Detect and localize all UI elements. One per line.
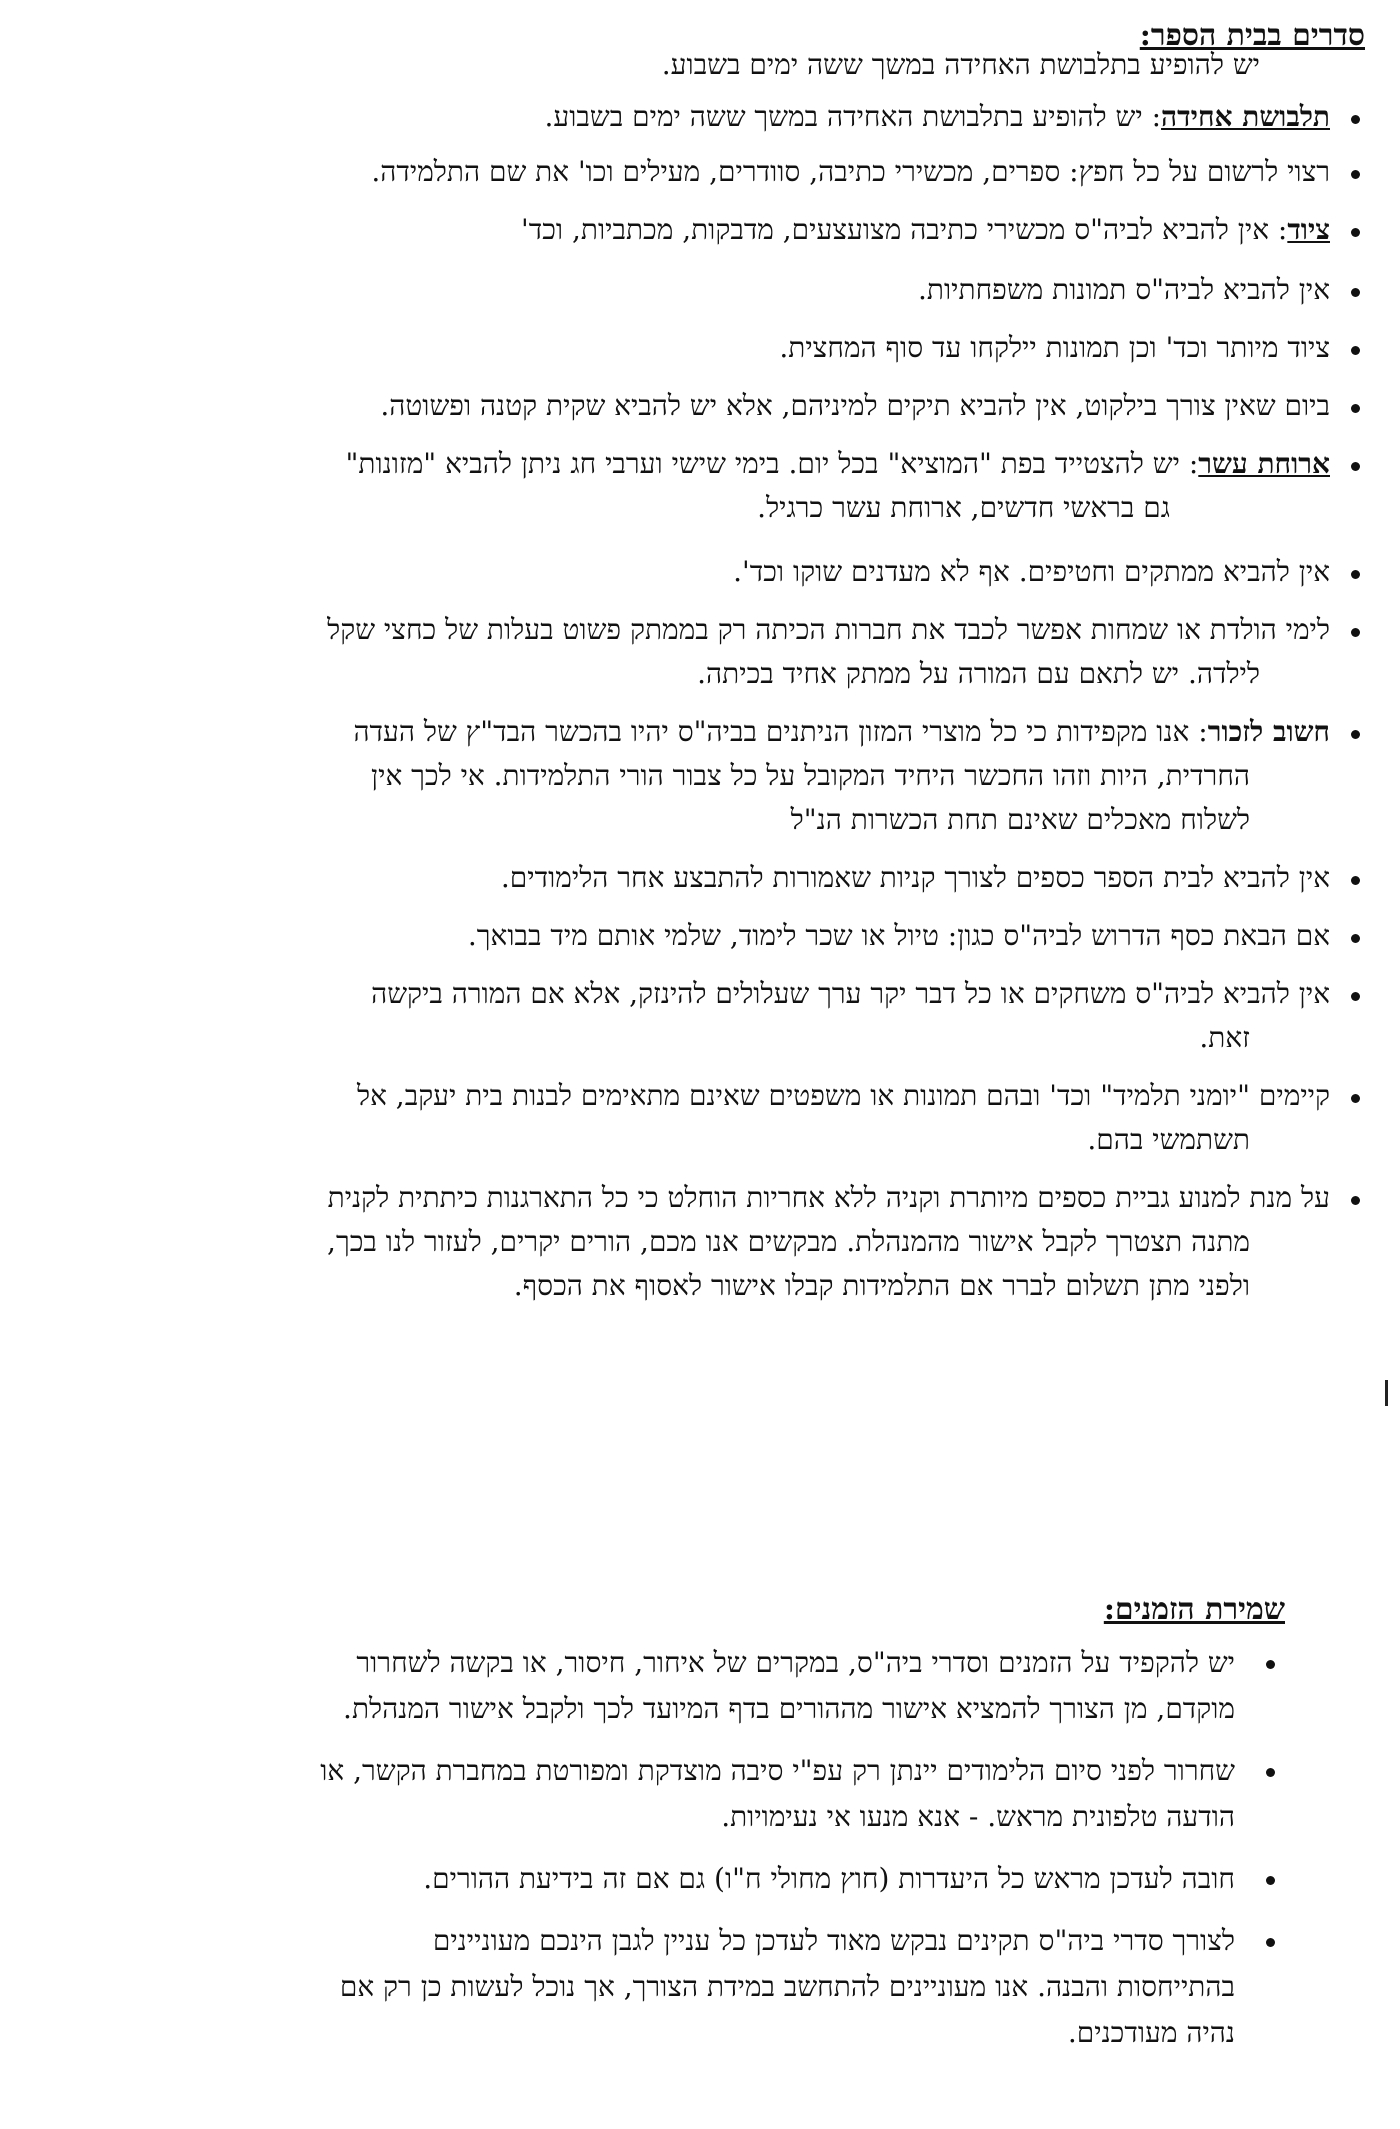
list-item: אין להביא לבית הספר כספים לצורך קניות שאמורות להתבצע אחר הלימודים. (40, 856, 1360, 900)
list-item: ציוד מיותר וכד' וכן תמונות יילקחו עד סוף המחצית. (40, 326, 1360, 370)
uniform-text: : יש להופיע בתלבושת האחידה במשך ששה ימים בשבוע. (544, 100, 1162, 133)
bullet-icon (1351, 228, 1360, 237)
list-item: על מנת למנוע גביית כספים מיותרת וקניה ללא אחריות הוחלט כי כל התארגנות כיתתית לקנית מתנה תצטרך לקבל אישור מהמנהלת. מבקשים אנו מכם, הורים יקרים, לעזור לנו בכך, ולפני מתן תשלום לברר אם התלמידות קבלו אישור לאסוף את הכסף. (40, 1176, 1360, 1308)
list-item: אם הבאת כסף הדרוש לביה"ס כגון: טיול או שכר לימוד, שלמי אותם מיד בבואך. (40, 914, 1360, 958)
bullet-icon (1351, 1094, 1360, 1103)
bullet-icon (1351, 992, 1360, 1001)
bullet-icon (1351, 288, 1360, 297)
bullet-icon (1351, 876, 1360, 885)
list-item: יש להקפיד על הזמנים וסדרי ביה"ס, במקרים של איחור, חיסור, או בקשה לשחרור מוקדם, מן הצורך להמציא אישור מההורים בדף המיועד לכך ולקבל אישור המנהלת. (40, 1640, 1285, 1732)
bullet-icon (1351, 934, 1360, 943)
breakfast-label: ארוחת עשר (1198, 447, 1330, 480)
bullet-icon (1266, 1938, 1275, 1947)
list-item: ביום שאין צורך בילקוט, אין להביא תיקים למיניהם, אלא יש להביא שקית קטנה ופשוטה. (40, 384, 1360, 428)
list-item: ציוד: אין להביא לביה"ס מכשירי כתיבה מצועצעים, מדבקות, מכתביות, וכד' (40, 208, 1360, 252)
list-item: חשוב לזכור: אנו מקפידות כי כל מוצרי המזון הניתנים בביה"ס יהיו בהכשר הבד"ץ של העדה החרדית, היות וזהו החכשר היחיד המקובל על כל צבור הורי התלמידות. אי לכך אין לשלוח מאכלים שאינם תחת הכשרות הנ"ל (40, 710, 1360, 842)
list-item: קיימים "יומני תלמיד" וכד' ובהם תמונות או משפטים שאינם מתאימים לבנות בית יעקב, אל תשתמשי בהם. (40, 1074, 1360, 1162)
section1-intro: יש להופיע בתלבושת האחידה במשך ששה ימים בשבוע. (661, 48, 1260, 81)
section1-title: סדרים בבית הספר: (1139, 18, 1365, 53)
list-item: רצוי לרשום על כל חפץ: ספרים, מכשירי כתיבה, סוודרים, מעילים וכו' את שם התלמידה. (40, 150, 1360, 194)
bullet-icon (1266, 1876, 1275, 1885)
list-item: לימי הולדת או שמחות אפשר לכבד את חברות הכיתה רק בממתק פשוט בעלות של כחצי שקל לילדה. יש לתאם עם המורה על ממתק אחיד בכיתה. (40, 608, 1360, 696)
bullet-icon (1266, 1660, 1275, 1669)
section2-title: שמירת הזמנים: (1103, 1592, 1285, 1627)
bullet-icon (1351, 628, 1360, 637)
bullet-icon (1351, 346, 1360, 355)
equipment-label: ציוד (1287, 213, 1330, 246)
bullet-icon (1351, 115, 1360, 124)
list-item: שחרור לפני סיום הלימודים יינתן רק עפ"י סיבה מוצדקת ומפורטת במחברת הקשר, או הודעה טלפונית מראש. - אנא מנעו אי נעימויות. (40, 1748, 1285, 1840)
section2-list (40, 1640, 1285, 2056)
list-item: לצורך סדרי ביה"ס תקינים נבקש מאוד לעדכן כל עניין לגבן הינכם מעוניינים בהתייחסות והבנה. אנו מעוניינים להתחשב במידת הצורך, אך נוכל לעשות כן רק אם נהיה מעודכנים. (40, 1918, 1285, 2056)
list-item: חובה לעדכן מראש כל היעדרות (חוץ מחולי ח"ו) גם אם זה בידיעת ההורים. (40, 1856, 1285, 1902)
scan-edge-mark (1385, 1380, 1388, 1406)
bullet-icon (1266, 1768, 1275, 1777)
list-item: אין להביא לביה"ס משחקים או כל דבר יקר ערך שעלולים להינזק, אלא אם המורה ביקשה זאת. (40, 972, 1360, 1060)
list-item: אין להביא ממתקים וחטיפים. אף לא מעדנים שוקו וכד'. (40, 550, 1360, 594)
bullet-icon (1351, 170, 1360, 179)
uniform-item (40, 95, 1360, 139)
bullet-icon (1351, 1196, 1360, 1205)
list-item: אין להביא לביה"ס תמונות משפחתיות. (40, 268, 1360, 312)
remember-label: חשוב לזכור (1207, 715, 1330, 748)
bullet-icon (1351, 570, 1360, 579)
bullet-icon (1351, 462, 1360, 471)
section1-list (40, 150, 1360, 1308)
uniform-label: תלבושת אחידה (1161, 100, 1330, 133)
bullet-icon (1351, 730, 1360, 739)
list-item: ארוחת עשר: יש להצטייד בפת "המוציא" בכל יום. בימי שישי וערבי חג ניתן להביא "מזונות" גם בראשי חדשים, ארוחת עשר כרגיל. (40, 442, 1360, 530)
bullet-icon (1351, 404, 1360, 413)
